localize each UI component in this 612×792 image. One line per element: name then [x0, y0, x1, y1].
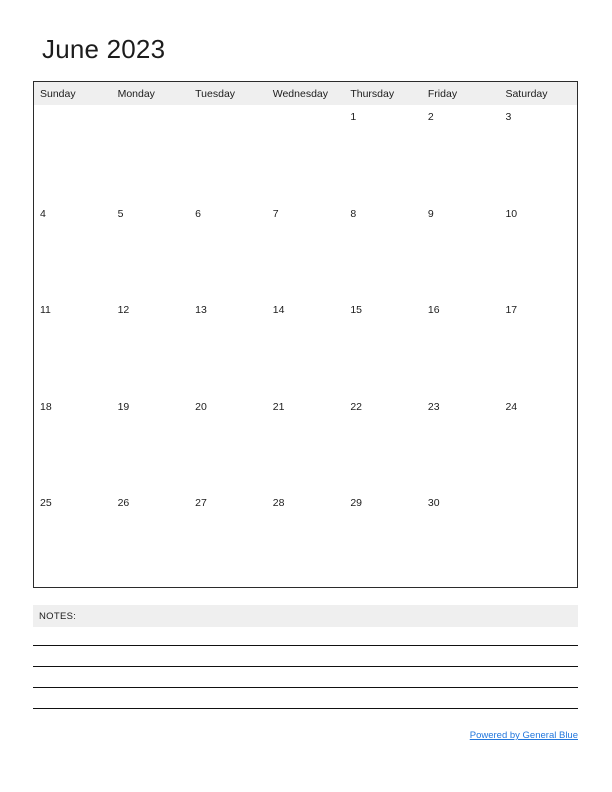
day-cell[interactable]	[189, 298, 267, 395]
day-cell[interactable]	[422, 202, 500, 299]
notes-write-line[interactable]	[33, 687, 578, 688]
day-cell[interactable]	[267, 395, 345, 492]
weekday-header-thursday: Thursday	[350, 87, 395, 100]
notes-header-band	[33, 605, 578, 627]
day-number: 19	[117, 400, 130, 413]
day-cell[interactable]	[422, 105, 500, 202]
day-cell[interactable]	[34, 491, 112, 588]
day-number: 22	[350, 400, 362, 413]
day-cell[interactable]	[112, 491, 190, 588]
day-cell[interactable]	[34, 202, 112, 299]
day-cell[interactable]	[267, 491, 345, 588]
notes-write-line[interactable]	[33, 645, 578, 646]
day-number: 30	[427, 497, 440, 509]
powered-by-link[interactable]: Powered by General Blue	[469, 730, 578, 741]
day-number: 17	[505, 304, 518, 316]
day-number: 20	[195, 400, 207, 413]
day-number: 3	[505, 111, 512, 123]
day-cell[interactable]	[499, 202, 577, 299]
day-number: 21	[272, 400, 285, 413]
day-cell[interactable]	[422, 298, 500, 395]
page-title: June 2023	[42, 34, 166, 64]
day-cell[interactable]	[344, 395, 422, 492]
weekday-header-friday: Friday	[427, 87, 458, 100]
week-row	[34, 202, 577, 299]
day-number: 18	[40, 400, 52, 413]
notes-write-line[interactable]	[33, 708, 578, 709]
day-cell[interactable]	[112, 395, 190, 492]
day-number: 27	[195, 497, 207, 509]
day-cell[interactable]	[422, 395, 500, 492]
day-cell[interactable]	[267, 298, 345, 395]
day-number: 6	[195, 207, 201, 220]
week-row	[34, 298, 577, 395]
day-number: 1	[350, 111, 357, 123]
day-cell[interactable]	[344, 202, 422, 299]
day-number: 10	[505, 207, 518, 220]
day-number: 28	[272, 497, 285, 509]
day-number: 24	[505, 400, 518, 413]
day-number: 15	[350, 304, 362, 316]
day-number: 14	[272, 304, 285, 316]
weekday-header-saturday: Saturday	[505, 87, 548, 100]
day-cell[interactable]	[189, 105, 267, 202]
day-cell[interactable]	[344, 491, 422, 588]
day-cell[interactable]	[422, 491, 500, 588]
day-number: 11	[40, 304, 51, 316]
day-cell[interactable]	[499, 105, 577, 202]
weekday-header-monday: Monday	[117, 87, 155, 100]
day-cell[interactable]	[34, 105, 112, 202]
day-number: 12	[117, 304, 130, 316]
day-cell[interactable]	[189, 491, 267, 588]
day-number: 9	[427, 207, 434, 220]
day-number: 2	[427, 111, 434, 123]
day-cell[interactable]	[34, 395, 112, 492]
day-cell[interactable]	[112, 202, 190, 299]
weekday-header-tuesday: Tuesday	[195, 87, 236, 100]
day-number: 13	[195, 304, 207, 316]
notes-write-line[interactable]	[33, 666, 578, 667]
day-number: 26	[117, 497, 130, 509]
day-cell[interactable]	[344, 105, 422, 202]
day-cell[interactable]	[189, 395, 267, 492]
day-cell[interactable]	[189, 202, 267, 299]
day-number: 23	[427, 400, 440, 413]
week-row	[34, 491, 577, 588]
calendar-grid	[33, 81, 578, 588]
day-cell[interactable]	[112, 298, 190, 395]
weekday-header-sunday: Sunday	[40, 87, 76, 100]
day-cell[interactable]	[499, 298, 577, 395]
day-number: 4	[40, 207, 46, 220]
day-number: 5	[117, 207, 124, 220]
day-cell[interactable]	[499, 395, 577, 492]
day-cell[interactable]	[344, 298, 422, 395]
day-number: 8	[350, 207, 357, 220]
day-number: 25	[40, 497, 52, 509]
weekday-header-wednesday: Wednesday	[272, 87, 328, 100]
day-number: 29	[350, 497, 362, 509]
day-cell[interactable]	[267, 202, 345, 299]
day-cell[interactable]	[34, 298, 112, 395]
day-cell[interactable]	[267, 105, 345, 202]
day-number: 7	[272, 207, 279, 220]
week-row	[34, 395, 577, 492]
day-cell[interactable]	[499, 491, 577, 588]
day-number: 16	[427, 304, 440, 316]
calendar-weeks	[34, 105, 577, 588]
day-cell[interactable]	[112, 105, 190, 202]
notes-label: NOTES:	[39, 610, 77, 622]
week-row	[34, 105, 577, 202]
weekday-header-row	[34, 82, 577, 105]
